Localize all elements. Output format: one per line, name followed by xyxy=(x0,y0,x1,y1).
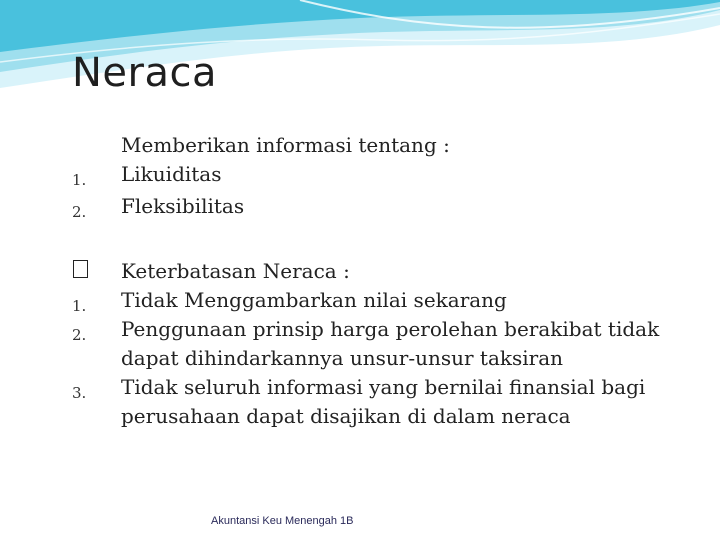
list-number: 2. xyxy=(72,203,87,221)
list-text-continuation: perusahaan dapat disajikan di dalam neraca xyxy=(121,404,571,428)
list-number: 1. xyxy=(72,171,87,189)
slide-footer: Akuntansi Keu Menengah 1B xyxy=(211,515,354,527)
list-number: 1. xyxy=(72,297,87,315)
list-text: Fleksibilitas xyxy=(121,194,245,218)
list-text: Tidak seluruh informasi yang bernilai finansial bagi xyxy=(121,375,646,399)
square-bullet-icon xyxy=(73,260,88,278)
list-number: 2. xyxy=(72,326,87,344)
section1-heading: Memberikan informasi tentang : xyxy=(121,133,450,157)
slide-title: Neraca xyxy=(72,50,217,96)
list-text: Likuiditas xyxy=(121,162,222,186)
list-text-continuation: dapat dihindarkannya unsur-unsur taksiran xyxy=(121,346,564,370)
list-text: Tidak Menggambarkan nilai sekarang xyxy=(121,288,507,312)
list-number: 3. xyxy=(72,384,87,402)
section2-heading: Keterbatasan Neraca : xyxy=(121,259,350,283)
list-text: Penggunaan prinsip harga perolehan berakibat tidak xyxy=(121,317,660,341)
